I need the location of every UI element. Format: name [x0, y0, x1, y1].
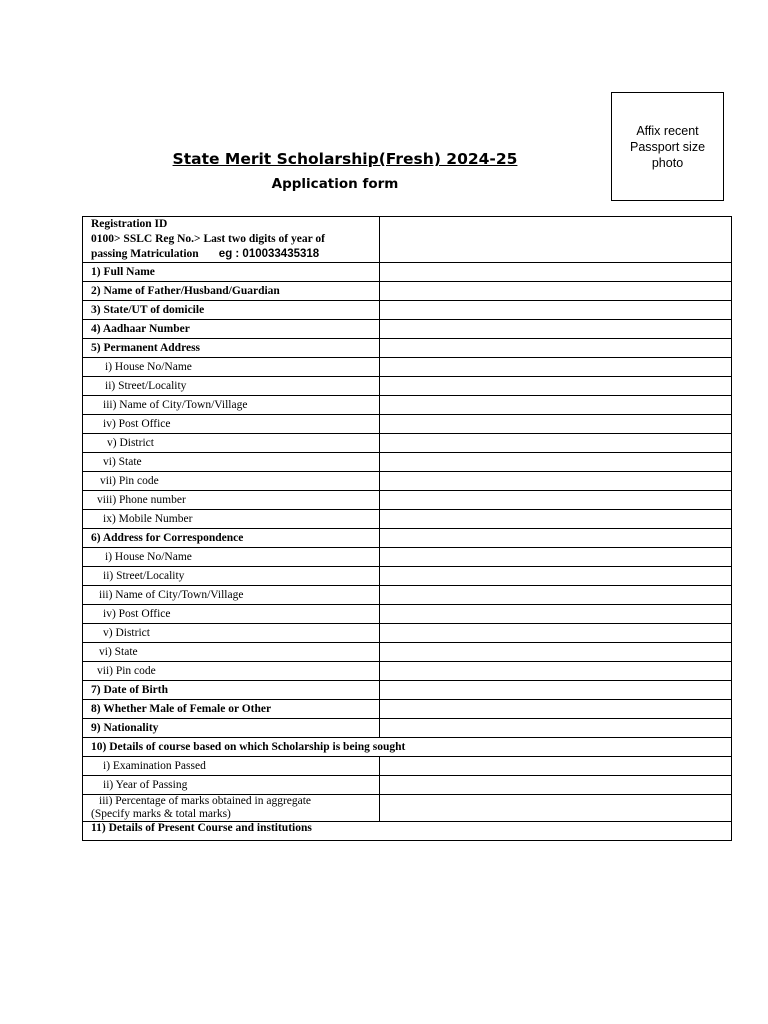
registration-row — [83, 217, 732, 263]
form-row — [83, 491, 732, 510]
aadhaar-field[interactable] — [380, 320, 732, 339]
corr-state-label: vi) State — [83, 643, 380, 662]
corr-house-label: i) House No/Name — [83, 548, 380, 567]
gender-label: 8) Whether Male of Female or Other — [83, 700, 380, 719]
full-name-label: 1) Full Name — [83, 263, 380, 282]
corr-pin-field[interactable] — [380, 662, 732, 681]
form-row — [83, 339, 732, 358]
corr-district-label: v) District — [83, 624, 380, 643]
perm-state-field[interactable] — [380, 453, 732, 472]
form-row — [83, 510, 732, 529]
corr-pin-label: vii) Pin code — [83, 662, 380, 681]
corr-city-label: iii) Name of City/Town/Village — [83, 586, 380, 605]
registration-line-3-label: passing Matriculation — [91, 248, 199, 260]
form-row — [83, 358, 732, 377]
permanent-address-label: 5) Permanent Address — [83, 339, 380, 358]
year-passing-field[interactable] — [380, 776, 732, 795]
perm-house-label: i) House No/Name — [83, 358, 380, 377]
percentage-line-2: (Specify marks & total marks) — [91, 808, 231, 820]
full-name-field[interactable] — [380, 263, 732, 282]
exam-passed-label: i) Examination Passed — [83, 757, 380, 776]
form-title: State Merit Scholarship(Fresh) 2024-25 — [172, 150, 518, 168]
perm-post-office-label: iv) Post Office — [83, 415, 380, 434]
corr-street-field[interactable] — [380, 567, 732, 586]
dob-field[interactable] — [380, 681, 732, 700]
form-row — [83, 738, 732, 757]
form-row — [83, 434, 732, 453]
form-row — [83, 282, 732, 301]
corr-post-office-label: iv) Post Office — [83, 605, 380, 624]
form-row — [83, 453, 732, 472]
form-row — [83, 662, 732, 681]
registration-example: eg : 010033435318 — [218, 248, 320, 260]
percentage-field[interactable] — [380, 795, 732, 822]
form-row — [83, 605, 732, 624]
perm-city-field[interactable] — [380, 396, 732, 415]
registration-line-3 — [91, 247, 379, 262]
perm-street-field[interactable] — [380, 377, 732, 396]
gender-field[interactable] — [380, 700, 732, 719]
course-details-header: 10) Details of course based on which Scholarship is being sought — [83, 738, 732, 757]
form-row — [83, 396, 732, 415]
form-row — [83, 529, 732, 548]
registration-label — [83, 217, 380, 263]
form-row — [83, 377, 732, 396]
perm-phone-field[interactable] — [380, 491, 732, 510]
form-row — [83, 719, 732, 738]
corr-state-field[interactable] — [380, 643, 732, 662]
exam-passed-field[interactable] — [380, 757, 732, 776]
perm-phone-label: viii) Phone number — [83, 491, 380, 510]
perm-mobile-label: ix) Mobile Number — [83, 510, 380, 529]
form-row — [83, 263, 732, 282]
photo-box-line-1: Affix recent — [636, 124, 699, 138]
form-row — [83, 795, 732, 822]
father-name-label: 2) Name of Father/Husband/Guardian — [83, 282, 380, 301]
nationality-label: 9) Nationality — [83, 719, 380, 738]
form-row — [83, 301, 732, 320]
form-row — [83, 472, 732, 491]
corr-post-office-field[interactable] — [380, 605, 732, 624]
photo-placeholder-box — [611, 92, 724, 201]
form-row — [83, 548, 732, 567]
perm-street-label: ii) Street/Locality — [83, 377, 380, 396]
present-course-header: 11) Details of Present Course and institutions — [83, 822, 732, 841]
form-row — [83, 757, 732, 776]
nationality-field[interactable] — [380, 719, 732, 738]
permanent-address-field[interactable] — [380, 339, 732, 358]
perm-district-label: v) District — [83, 434, 380, 453]
form-row — [83, 776, 732, 795]
registration-id-field[interactable] — [380, 217, 732, 263]
form-row — [83, 681, 732, 700]
percentage-line-1: iii) Percentage of marks obtained in aggregate — [99, 795, 312, 807]
dob-label: 7) Date of Birth — [83, 681, 380, 700]
photo-box-line-3: photo — [651, 156, 684, 170]
perm-state-label: vi) State — [83, 453, 380, 472]
perm-city-label: iii) Name of City/Town/Village — [83, 396, 380, 415]
corr-district-field[interactable] — [380, 624, 732, 643]
domicile-label: 3) State/UT of domicile — [83, 301, 380, 320]
perm-pin-label: vii) Pin code — [83, 472, 380, 491]
form-row — [83, 567, 732, 586]
form-row — [83, 822, 732, 841]
form-row — [83, 700, 732, 719]
corr-city-field[interactable] — [380, 586, 732, 605]
perm-pin-field[interactable] — [380, 472, 732, 491]
domicile-field[interactable] — [380, 301, 732, 320]
registration-line-1: Registration ID — [91, 218, 168, 230]
form-row — [83, 586, 732, 605]
form-row — [83, 320, 732, 339]
photo-box-line-2: Passport size — [629, 140, 706, 154]
perm-post-office-field[interactable] — [380, 415, 732, 434]
registration-line-2: 0100> SSLC Reg No.> Last two digits of year of — [91, 233, 325, 245]
form-row — [83, 415, 732, 434]
perm-house-field[interactable] — [380, 358, 732, 377]
perm-mobile-field[interactable] — [380, 510, 732, 529]
percentage-label — [83, 795, 380, 822]
corr-street-label: ii) Street/Locality — [83, 567, 380, 586]
application-form-table — [82, 216, 732, 841]
aadhaar-label: 4) Aadhaar Number — [83, 320, 380, 339]
form-row — [83, 643, 732, 662]
correspondence-address-field[interactable] — [380, 529, 732, 548]
form-row — [83, 624, 732, 643]
correspondence-address-label: 6) Address for Correspondence — [83, 529, 380, 548]
father-name-field[interactable] — [380, 282, 732, 301]
year-passing-label: ii) Year of Passing — [83, 776, 380, 795]
perm-district-field[interactable] — [380, 434, 732, 453]
corr-house-field[interactable] — [380, 548, 732, 567]
form-subtitle: Application form — [271, 176, 399, 192]
